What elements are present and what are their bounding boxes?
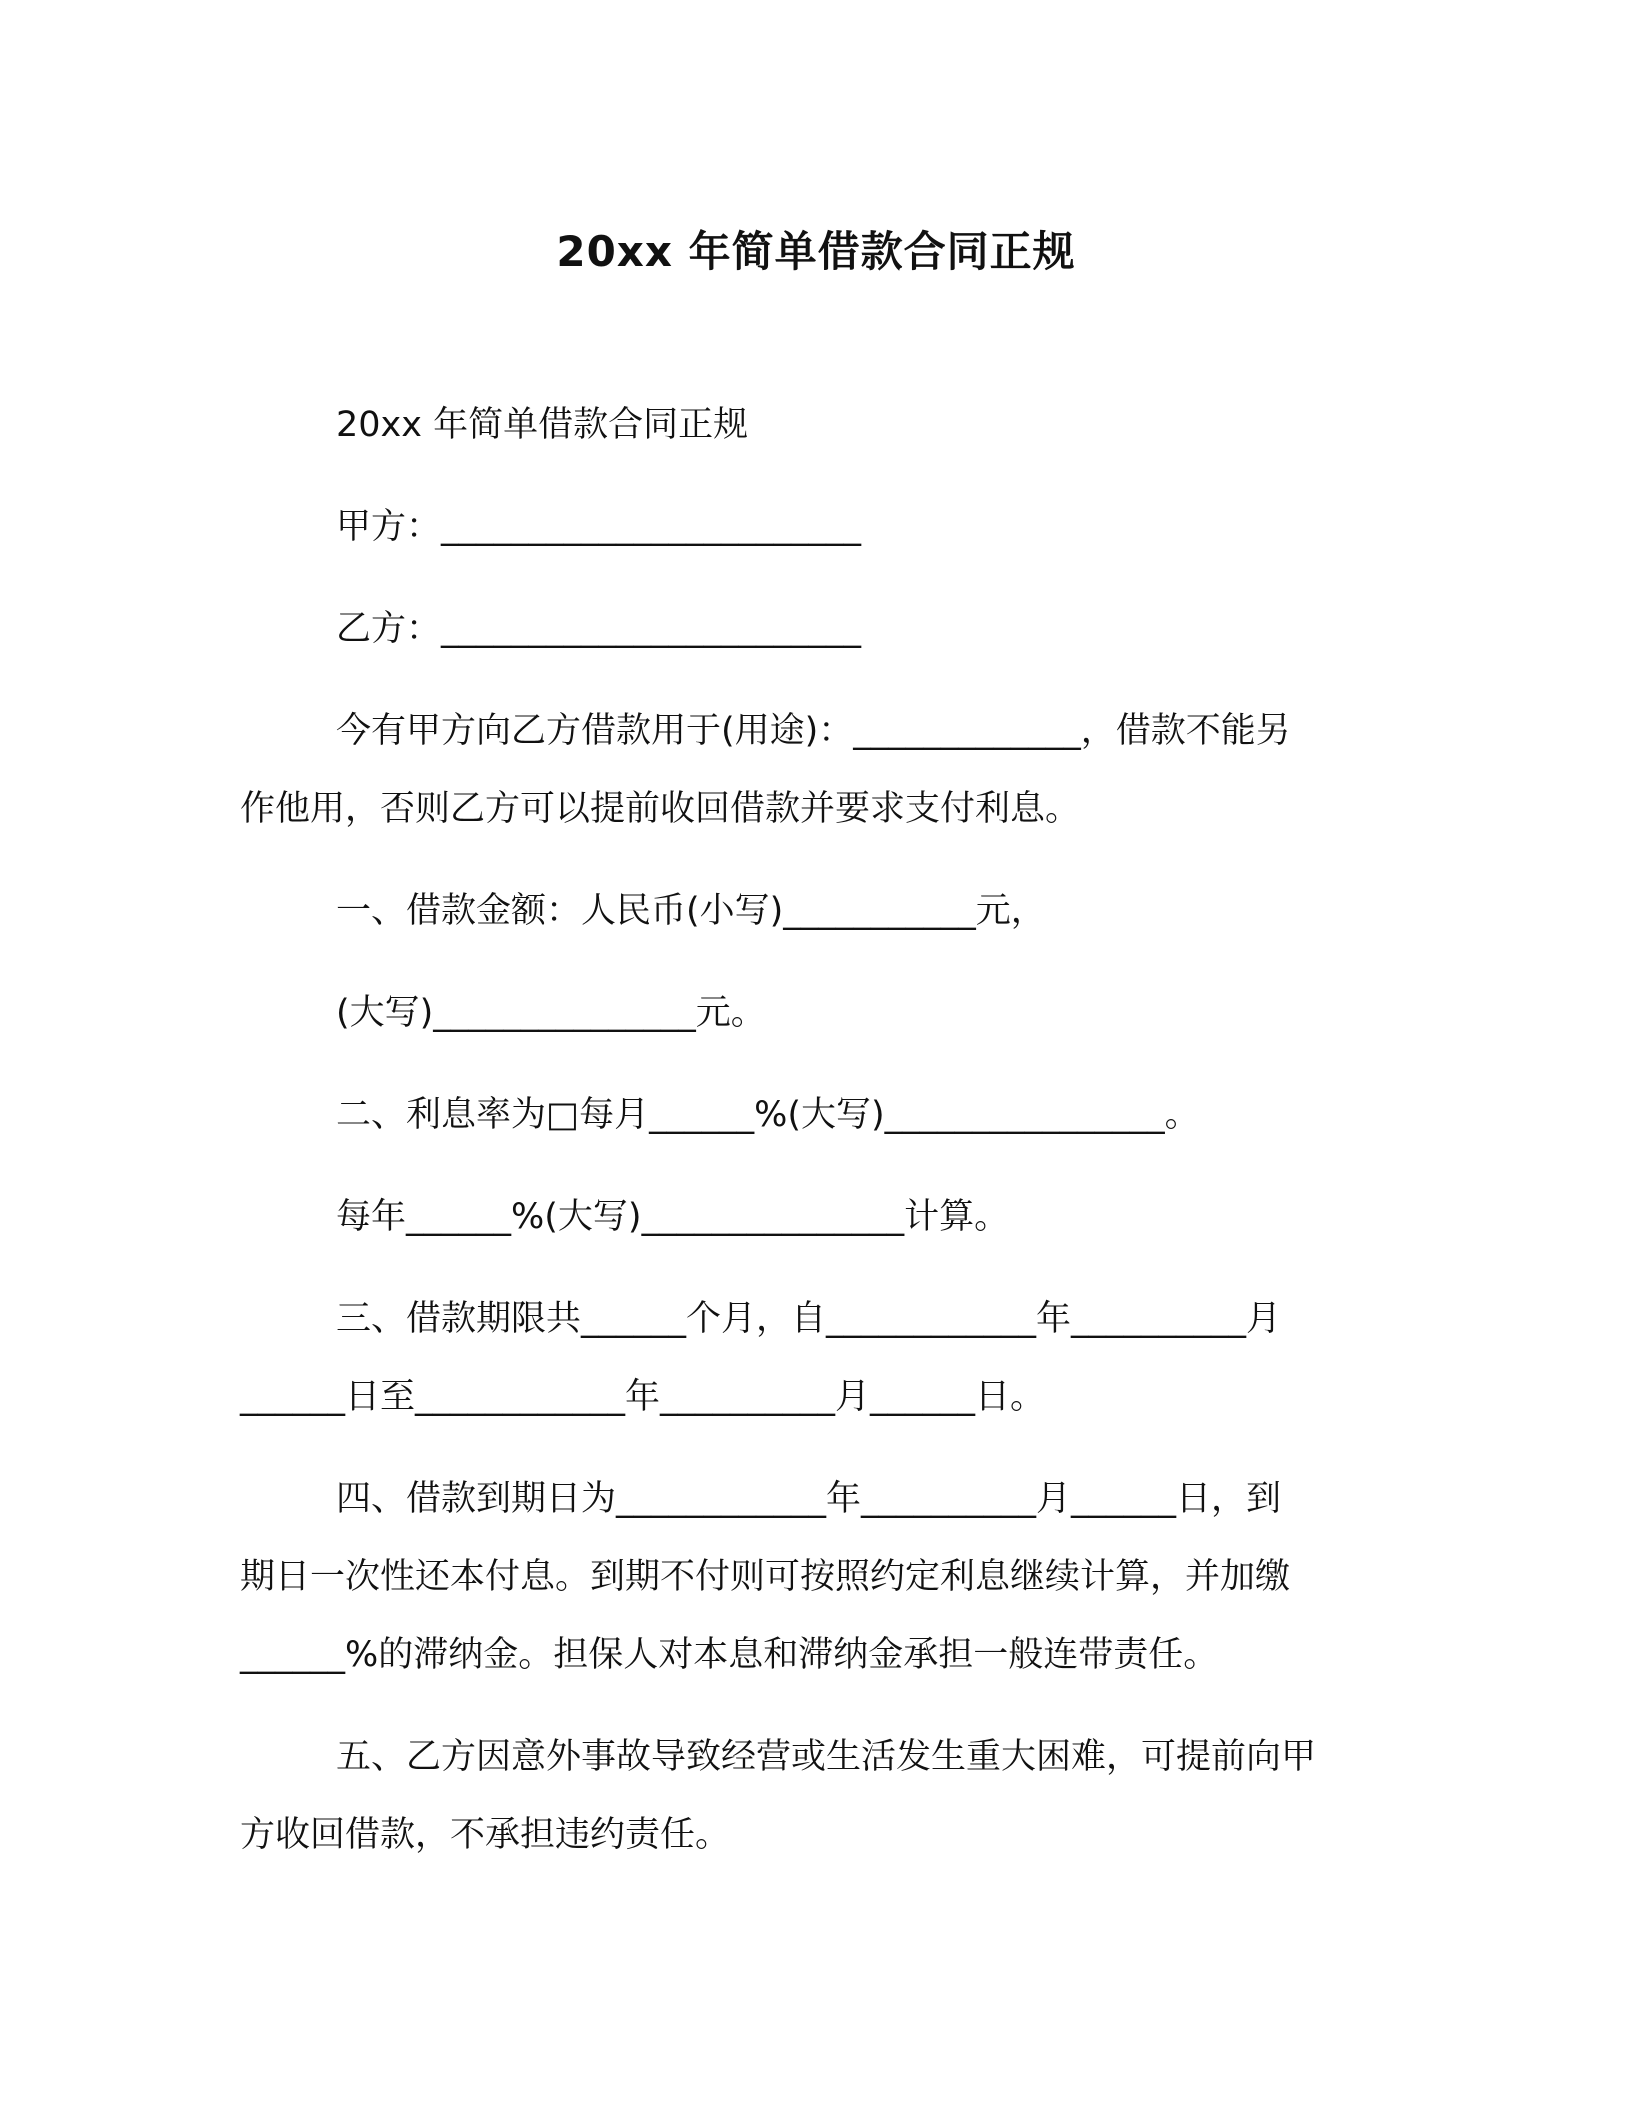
paragraph-interest-monthly [240, 1076, 1370, 1154]
paragraph-line: (大写)_______________元。 [336, 993, 766, 1033]
paragraph-line: 作他用，否则乙方可以提前收回借款并要求支付利息。 [240, 789, 1081, 829]
paragraph-party-a [240, 488, 1370, 566]
paragraph-party-b [240, 590, 1370, 668]
paragraph-line: 今有甲方向乙方借款用于(用途)：_____________，借款不能另 [336, 711, 1291, 751]
paragraph-line: 二、利息率为□每月______%(大写)________________。 [336, 1095, 1200, 1135]
paragraph-line: 五、乙方因意外事故导致经营或生活发生重大困难，可提前向甲 [336, 1737, 1317, 1777]
paragraph-line: 乙方：________________________ [336, 609, 862, 649]
paragraph-early-recall [240, 1718, 1370, 1874]
paragraph-line: 一、借款金额：人民币(小写)___________元， [336, 891, 1046, 931]
paragraph-amount-uppercase [240, 974, 1370, 1052]
paragraph-line: ______%的滞纳金。担保人对本息和滞纳金承担一般连带责任。 [240, 1635, 1219, 1675]
paragraph-line: 甲方：________________________ [336, 507, 862, 547]
paragraph-line: 20xx 年简单借款合同正规 [336, 405, 749, 445]
paragraph-purpose [240, 692, 1370, 848]
paragraph-heading [240, 386, 1370, 464]
paragraph-line: 每年______%(大写)_______________计算。 [336, 1197, 1010, 1237]
paragraph-line: ______日至____________年__________月______日。 [240, 1377, 1046, 1417]
paragraph-due-date [240, 1460, 1370, 1694]
document-title: 20xx 年简单借款合同正规 [556, 227, 1076, 276]
paragraph-line: 期日一次性还本付息。到期不付则可按照约定利息继续计算，并加缴 [240, 1557, 1291, 1597]
paragraph-line: 方收回借款，不承担违约责任。 [240, 1815, 731, 1855]
paragraph-loan-term [240, 1280, 1370, 1436]
paragraph-line: 三、借款期限共______个月，自____________年__________月 [336, 1299, 1282, 1339]
paragraph-loan-amount [240, 872, 1370, 950]
paragraph-line: 四、借款到期日为____________年__________月______日，到 [336, 1479, 1282, 1519]
paragraph-interest-yearly [240, 1178, 1370, 1256]
